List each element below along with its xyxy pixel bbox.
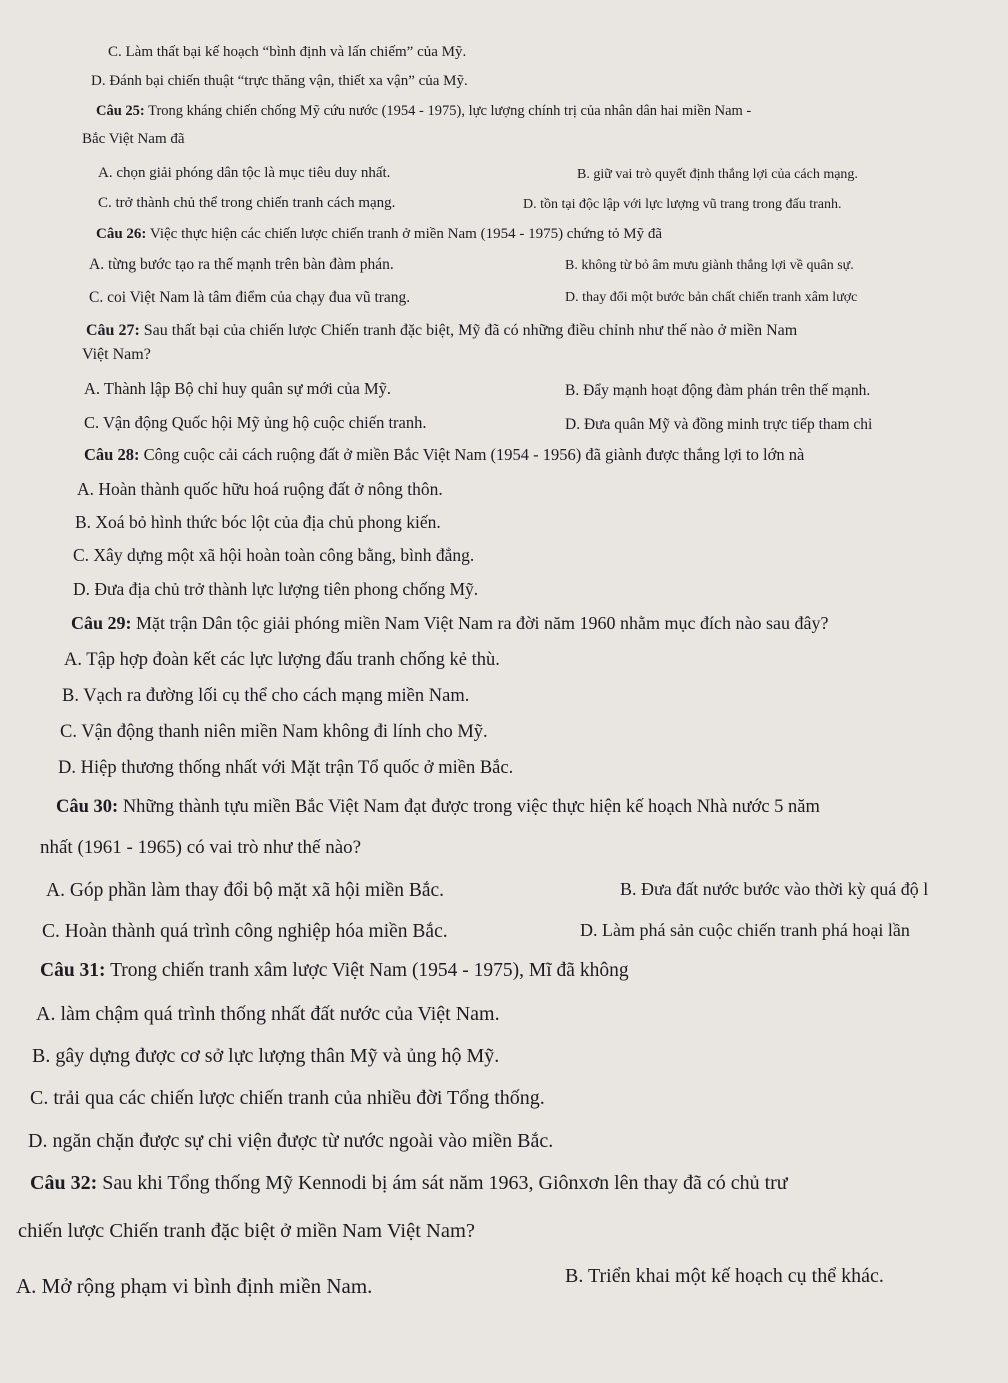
q31-option-a: A. làm chậm quá trình thống nhất đất nước của Việt Nam. (36, 1003, 500, 1025)
q25-option-c: C. trở thành chủ thể trong chiến tranh cách mạng. (98, 195, 396, 211)
q25-option-d: D. tồn tại độc lập với lực lượng vũ trang trong đấu tranh. (523, 197, 842, 212)
q25-stem-cont: Bắc Việt Nam đã (82, 131, 185, 147)
q26-text: Việc thực hiện các chiến lược chiến tranh ở miền Nam (1954 - 1975) chứng tỏ Mỹ đã (146, 226, 663, 242)
q25-option-a: A. chọn giải phóng dân tộc là mục tiêu duy nhất. (98, 165, 391, 181)
q30-option-d: D. Làm phá sản cuộc chiến tranh phá hoại lần (580, 920, 910, 940)
q29-option-a: A. Tập hợp đoàn kết các lực lượng đấu tranh chống kẻ thù. (64, 650, 500, 670)
q27-text: Sau thất bại của chiến lược Chiến tranh đặc biệt, Mỹ đã có những điều chỉnh như thế nào ở miền Nam (139, 322, 798, 339)
q25-label: Câu 25: (96, 103, 145, 119)
q32-text: Sau khi Tổng thống Mỹ Kennodi bị ám sát năm 1963, Giônxơn lên thay đã có chủ trư (97, 1172, 788, 1194)
q29-option-c: C. Vận động thanh niên miền Nam không đi lính cho Mỹ. (60, 722, 488, 742)
q32-option-a: A. Mở rộng phạm vi bình định miền Nam. (16, 1274, 373, 1298)
q25-option-b: B. giữ vai trò quyết định thắng lợi của cách mạng. (577, 167, 858, 182)
q30-stem-cont: nhất (1961 - 1965) có vai trò như thế nào? (40, 837, 362, 858)
q30-option-c: C. Hoàn thành quá trình công nghiệp hóa miền Bắc. (42, 921, 448, 942)
q31-option-c: C. trải qua các chiến lược chiến tranh của nhiều đời Tổng thống. (30, 1087, 545, 1109)
q28-option-a: A. Hoàn thành quốc hữu hoá ruộng đất ở nông thôn. (77, 479, 443, 499)
q25-stem (96, 104, 751, 120)
q30-label: Câu 30: (56, 797, 119, 817)
q26-option-c: C. coi Việt Nam là tâm điểm của chạy đua vũ trang. (89, 289, 411, 306)
q28-option-d: D. Đưa địa chủ trở thành lực lượng tiên phong chống Mỹ. (73, 579, 479, 599)
q29-option-b: B. Vạch ra đường lối cụ thể cho cách mạng miền Nam. (62, 686, 470, 706)
q25-text: Trong kháng chiến chống Mỹ cứu nước (1954 - 1975), lực lượng chính trị của nhân dân hai miền Nam - (144, 103, 752, 119)
q31-option-d: D. ngăn chặn được sự chi viện được từ nước ngoài vào miền Bắc. (28, 1130, 554, 1152)
q29-text: Mặt trận Dân tộc giải phóng miền Nam Việt Nam ra đời năm 1960 nhằm mục đích nào sau đây? (131, 613, 829, 633)
q27-label: Câu 27: (86, 322, 140, 339)
q29-option-d: D. Hiệp thương thống nhất với Mặt trận Tổ quốc ở miền Bắc. (58, 758, 514, 778)
q24-option-c: C. Làm thất bại kế hoạch “bình định và lấn chiếm” của Mỹ. (108, 44, 467, 60)
q31-option-b: B. gây dựng được cơ sở lực lượng thân Mỹ và ủng hộ Mỹ. (32, 1045, 500, 1067)
q28-option-c: C. Xây dựng một xã hội hoàn toàn công bằng, bình đẳng. (73, 545, 475, 565)
q30-text: Những thành tựu miền Bắc Việt Nam đạt được trong việc thực hiện kế hoạch Nhà nước 5 năm (118, 797, 820, 817)
q28-label: Câu 28: (84, 445, 140, 464)
q32-label: Câu 32: (30, 1172, 98, 1194)
q26-option-d: D. thay đổi một bước bản chất chiến tranh xâm lược (565, 290, 858, 305)
q28-option-b: B. Xoá bỏ hình thức bóc lột của địa chủ phong kiến. (75, 512, 441, 532)
q26-option-a: A. từng bước tạo ra thế mạnh trên bàn đàm phán. (89, 256, 394, 273)
q30-option-a: A. Góp phần làm thay đổi bộ mặt xã hội miền Bắc. (46, 880, 445, 901)
q26-option-b: B. không từ bỏ âm mưu giành thắng lợi về quân sự. (565, 258, 854, 273)
q24-option-d: D. Đánh bại chiến thuật “trực thăng vận, thiết xa vận” của Mỹ. (91, 73, 468, 89)
q28-stem (84, 446, 804, 464)
q27-option-c: C. Vận động Quốc hội Mỹ ủng hộ cuộc chiến tranh. (84, 413, 427, 432)
q27-option-d: D. Đưa quân Mỹ và đồng minh trực tiếp tham chi (565, 416, 873, 433)
q32-stem-cont: chiến lược Chiến tranh đặc biệt ở miền Nam Việt Nam? (18, 1220, 475, 1242)
q26-label: Câu 26: (96, 226, 147, 242)
q32-option-b: B. Triển khai một kế hoạch cụ thể khác. (565, 1265, 884, 1287)
q28-text: Công cuộc cải cách ruộng đất ở miền Bắc Việt Nam (1954 - 1956) đã giành được thắng lợi to lớn nà (139, 445, 805, 464)
q27-stem-cont: Việt Nam? (82, 346, 151, 363)
q30-option-b: B. Đưa đất nước bước vào thời kỳ quá độ l (620, 879, 929, 899)
q31-label: Câu 31: (40, 960, 106, 981)
q29-label: Câu 29: (71, 613, 132, 633)
q27-option-b: B. Đẩy mạnh hoạt động đàm phán trên thế mạnh. (565, 382, 871, 399)
q27-option-a: A. Thành lập Bộ chỉ huy quân sự mới của Mỹ. (84, 379, 391, 398)
q26-stem (96, 226, 662, 243)
q27-stem (86, 322, 797, 340)
q31-stem (40, 960, 629, 981)
q29-stem (71, 614, 828, 634)
q30-stem (56, 797, 820, 817)
q31-text: Trong chiến tranh xâm lược Việt Nam (1954 - 1975), Mĩ đã không (105, 960, 629, 981)
q32-stem (30, 1172, 788, 1194)
